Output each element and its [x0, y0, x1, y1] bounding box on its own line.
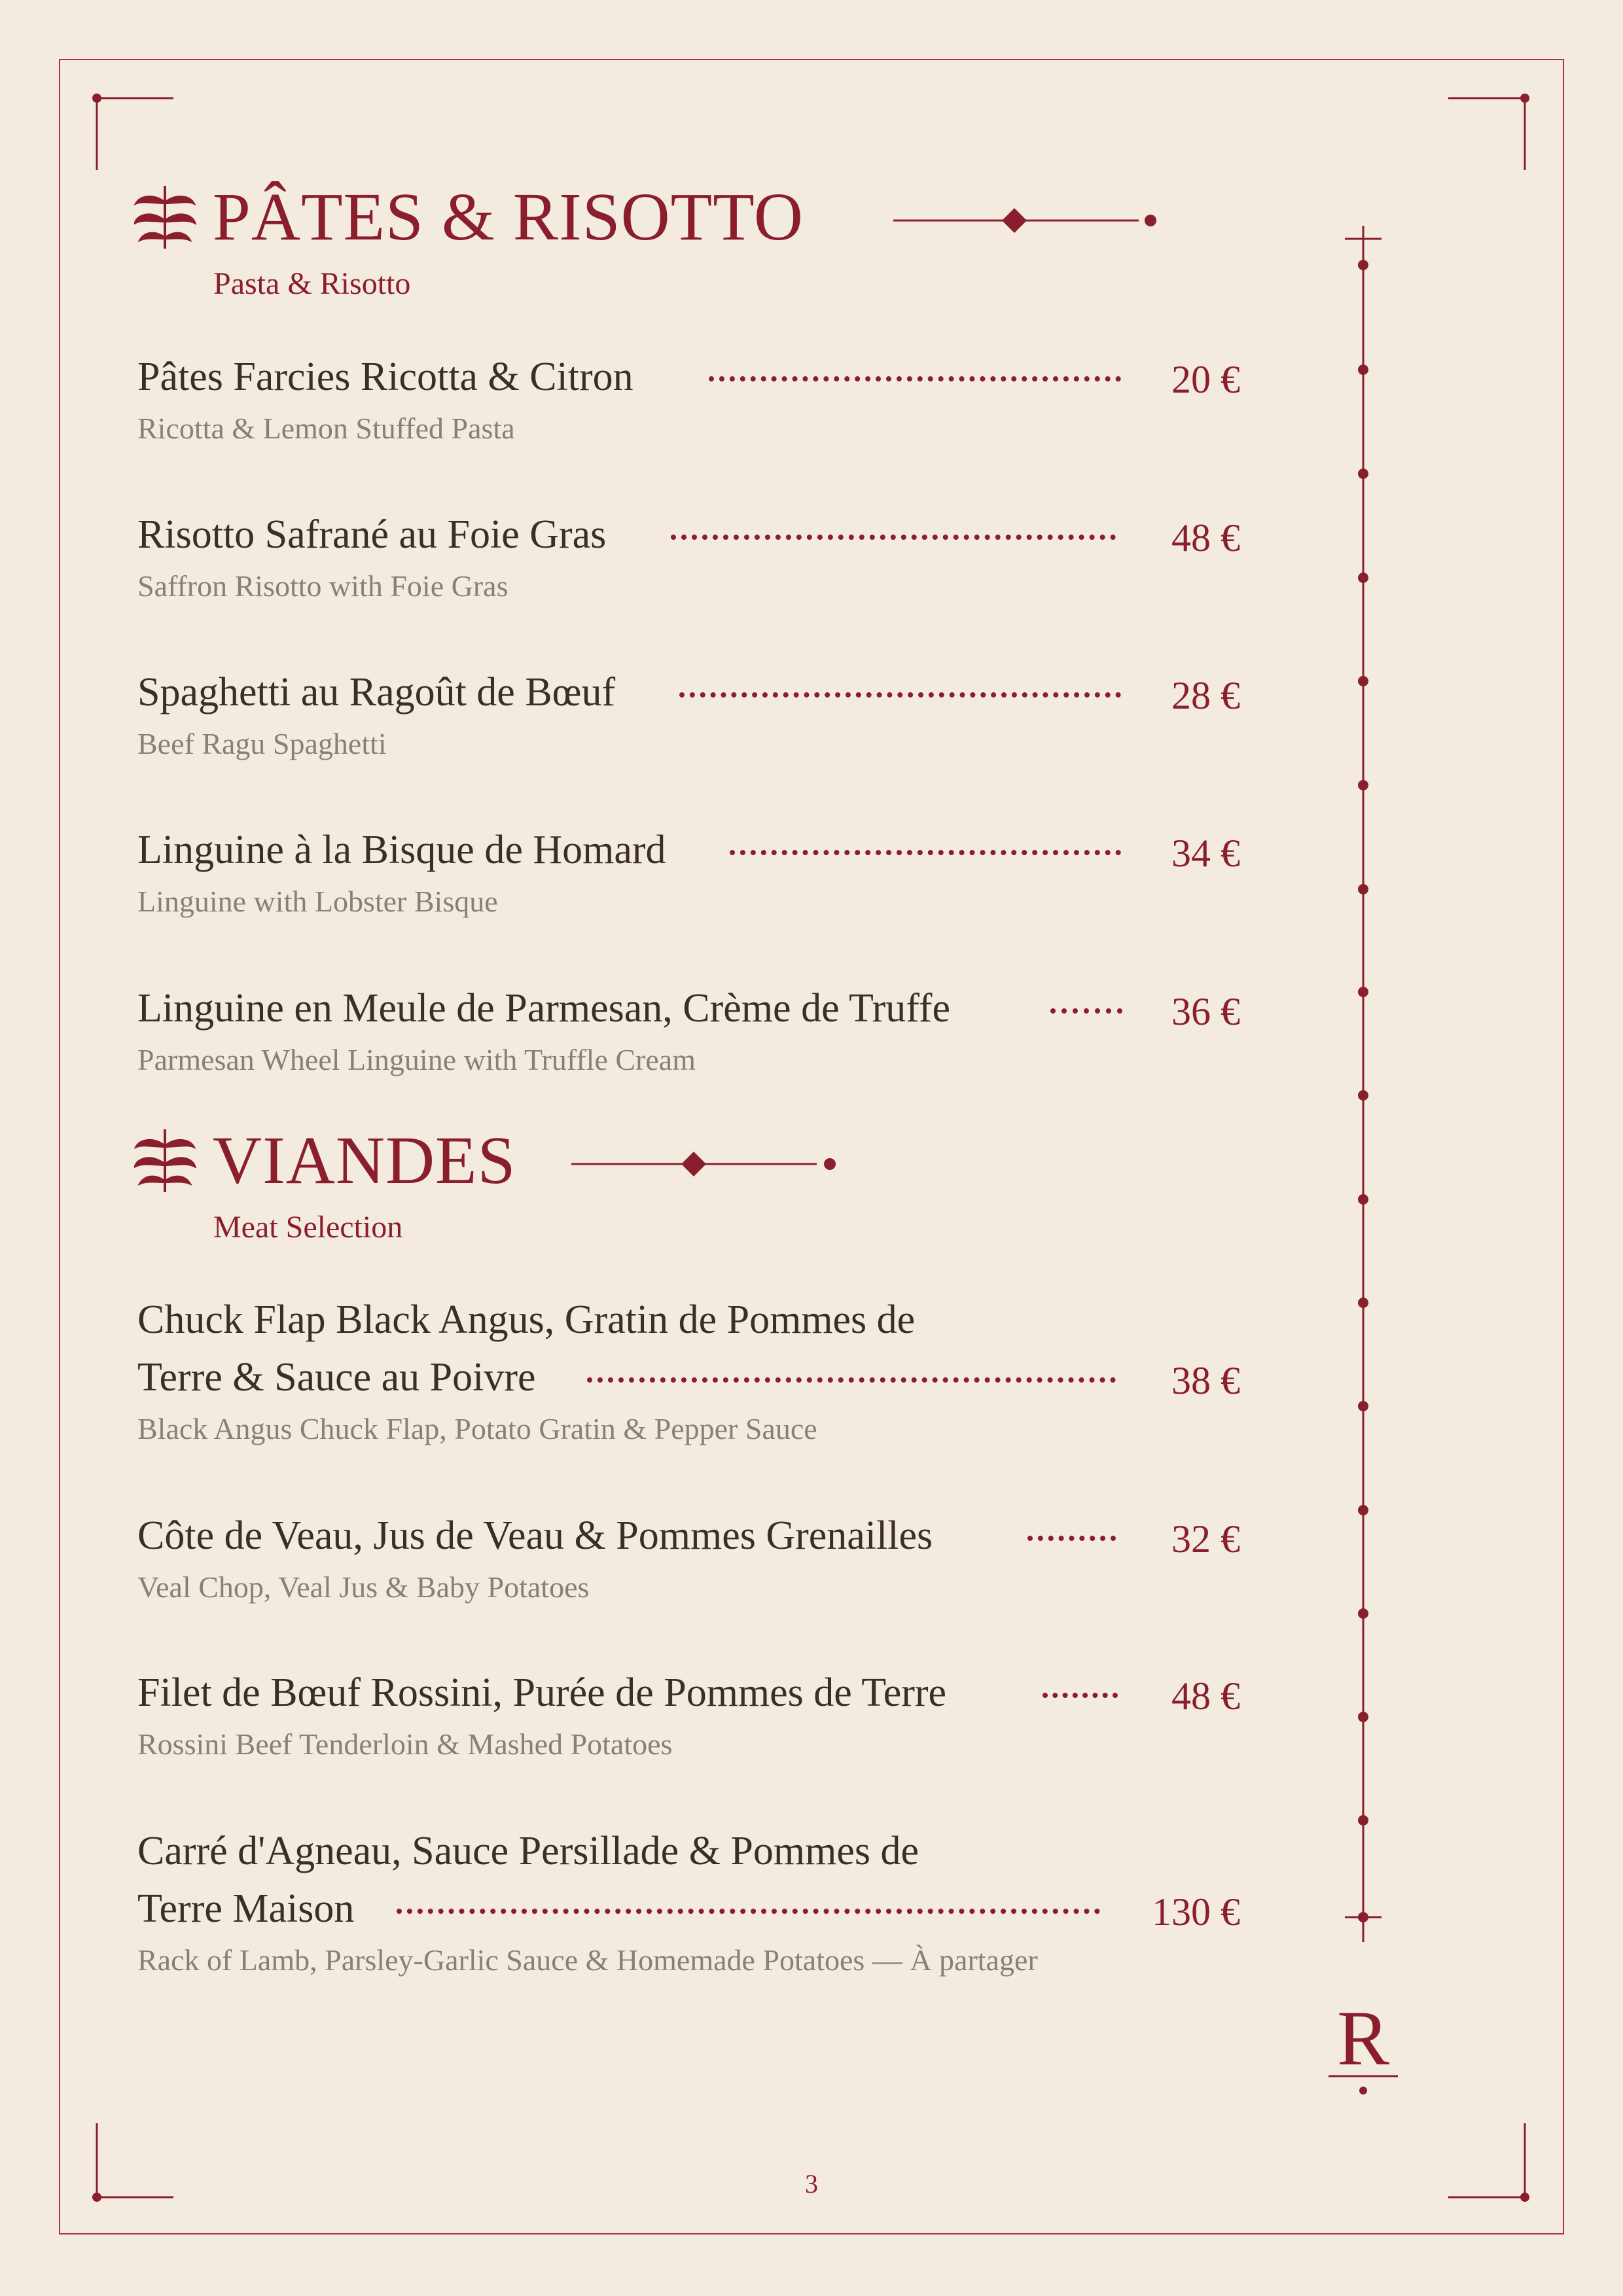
corner-bottom-left-icon — [92, 2123, 173, 2202]
menu-item-translation: Black Angus Chuck Flap, Potato Gratin & Pepper Sauce — [137, 1412, 817, 1445]
fleuron-icon — [134, 1128, 196, 1193]
menu-item-price: 28 € — [1171, 674, 1240, 717]
leader-dots — [587, 1377, 1116, 1383]
corner-bottom-right-icon — [1448, 2123, 1529, 2202]
menu-item-name-line1: Carré d'Agneau, Sauce Persillade & Pommes de — [137, 1829, 919, 1873]
menu-item-price: 32 € — [1171, 1517, 1240, 1561]
corner-top-left-icon — [92, 94, 173, 170]
menu-item-price: 38 € — [1171, 1359, 1240, 1402]
menu-item-translation: Saffron Risotto with Foie Gras — [137, 569, 508, 603]
fleuron-icon — [134, 185, 196, 250]
menu-item-translation: Ricotta & Lemon Stuffed Pasta — [137, 412, 515, 445]
leader-dots — [671, 535, 1116, 540]
menu-item-name: Linguine en Meule de Parmesan, Crème de Truffe — [137, 986, 950, 1031]
section-title: PÂTES & RISOTTO — [213, 179, 804, 255]
menu-item-name-line2: Terre Maison — [137, 1886, 355, 1931]
diamond-divider-icon — [893, 208, 1156, 233]
section-subtitle: Pasta & Risotto — [213, 266, 411, 301]
menu-item-price: 34 € — [1171, 832, 1240, 875]
menu-item-name-line2: Terre & Sauce au Poivre — [137, 1355, 536, 1400]
side-rail-icon — [1345, 226, 1382, 1942]
menu-item-translation: Veal Chop, Veal Jus & Baby Potatoes — [137, 1570, 590, 1604]
menu-item-price: 36 € — [1171, 990, 1240, 1033]
menu-item-translation: Linguine with Lobster Bisque — [137, 885, 498, 918]
menu-item-name-line1: Chuck Flap Black Angus, Gratin de Pommes de — [137, 1298, 916, 1342]
leader-dots — [679, 692, 1121, 698]
menu-item-name: Pâtes Farcies Ricotta & Citron — [137, 355, 633, 399]
menu-item-translation: Beef Ragu Spaghetti — [137, 727, 387, 760]
leader-dots — [397, 1909, 1100, 1914]
menu-item-name: Filet de Bœuf Rossini, Purée de Pommes de Terre — [137, 1670, 947, 1715]
menu-item-translation: Rossini Beef Tenderloin & Mashed Potatoes — [137, 1727, 673, 1761]
page-number: 3 — [805, 2169, 818, 2199]
leader-dots — [730, 850, 1121, 855]
corner-top-right-icon — [1448, 94, 1529, 170]
leader-dots — [709, 376, 1121, 381]
section-title: VIANDES — [213, 1123, 516, 1198]
menu-item-name: Côte de Veau, Jus de Veau & Pommes Grenailles — [137, 1513, 933, 1558]
diamond-divider-icon — [571, 1152, 836, 1176]
menu-item-price: 130 € — [1152, 1890, 1240, 1934]
menu-item-price: 20 € — [1171, 358, 1240, 401]
menu-item-name: Linguine à la Bisque de Homard — [137, 828, 666, 872]
menu-item-name: Spaghetti au Ragoût de Bœuf — [137, 670, 616, 715]
monogram-logo: R — [1336, 1994, 1390, 2081]
menu-item-name: Risotto Safrané au Foie Gras — [137, 512, 607, 557]
section-subtitle: Meat Selection — [213, 1210, 403, 1245]
menu-item-price: 48 € — [1171, 516, 1240, 559]
menu-item-price: 48 € — [1171, 1674, 1240, 1718]
menu-item-translation: Parmesan Wheel Linguine with Truffle Cream — [137, 1043, 696, 1076]
menu-item-translation: Rack of Lamb, Parsley-Garlic Sauce & Homemade Potatoes — À partager — [137, 1943, 1038, 1977]
